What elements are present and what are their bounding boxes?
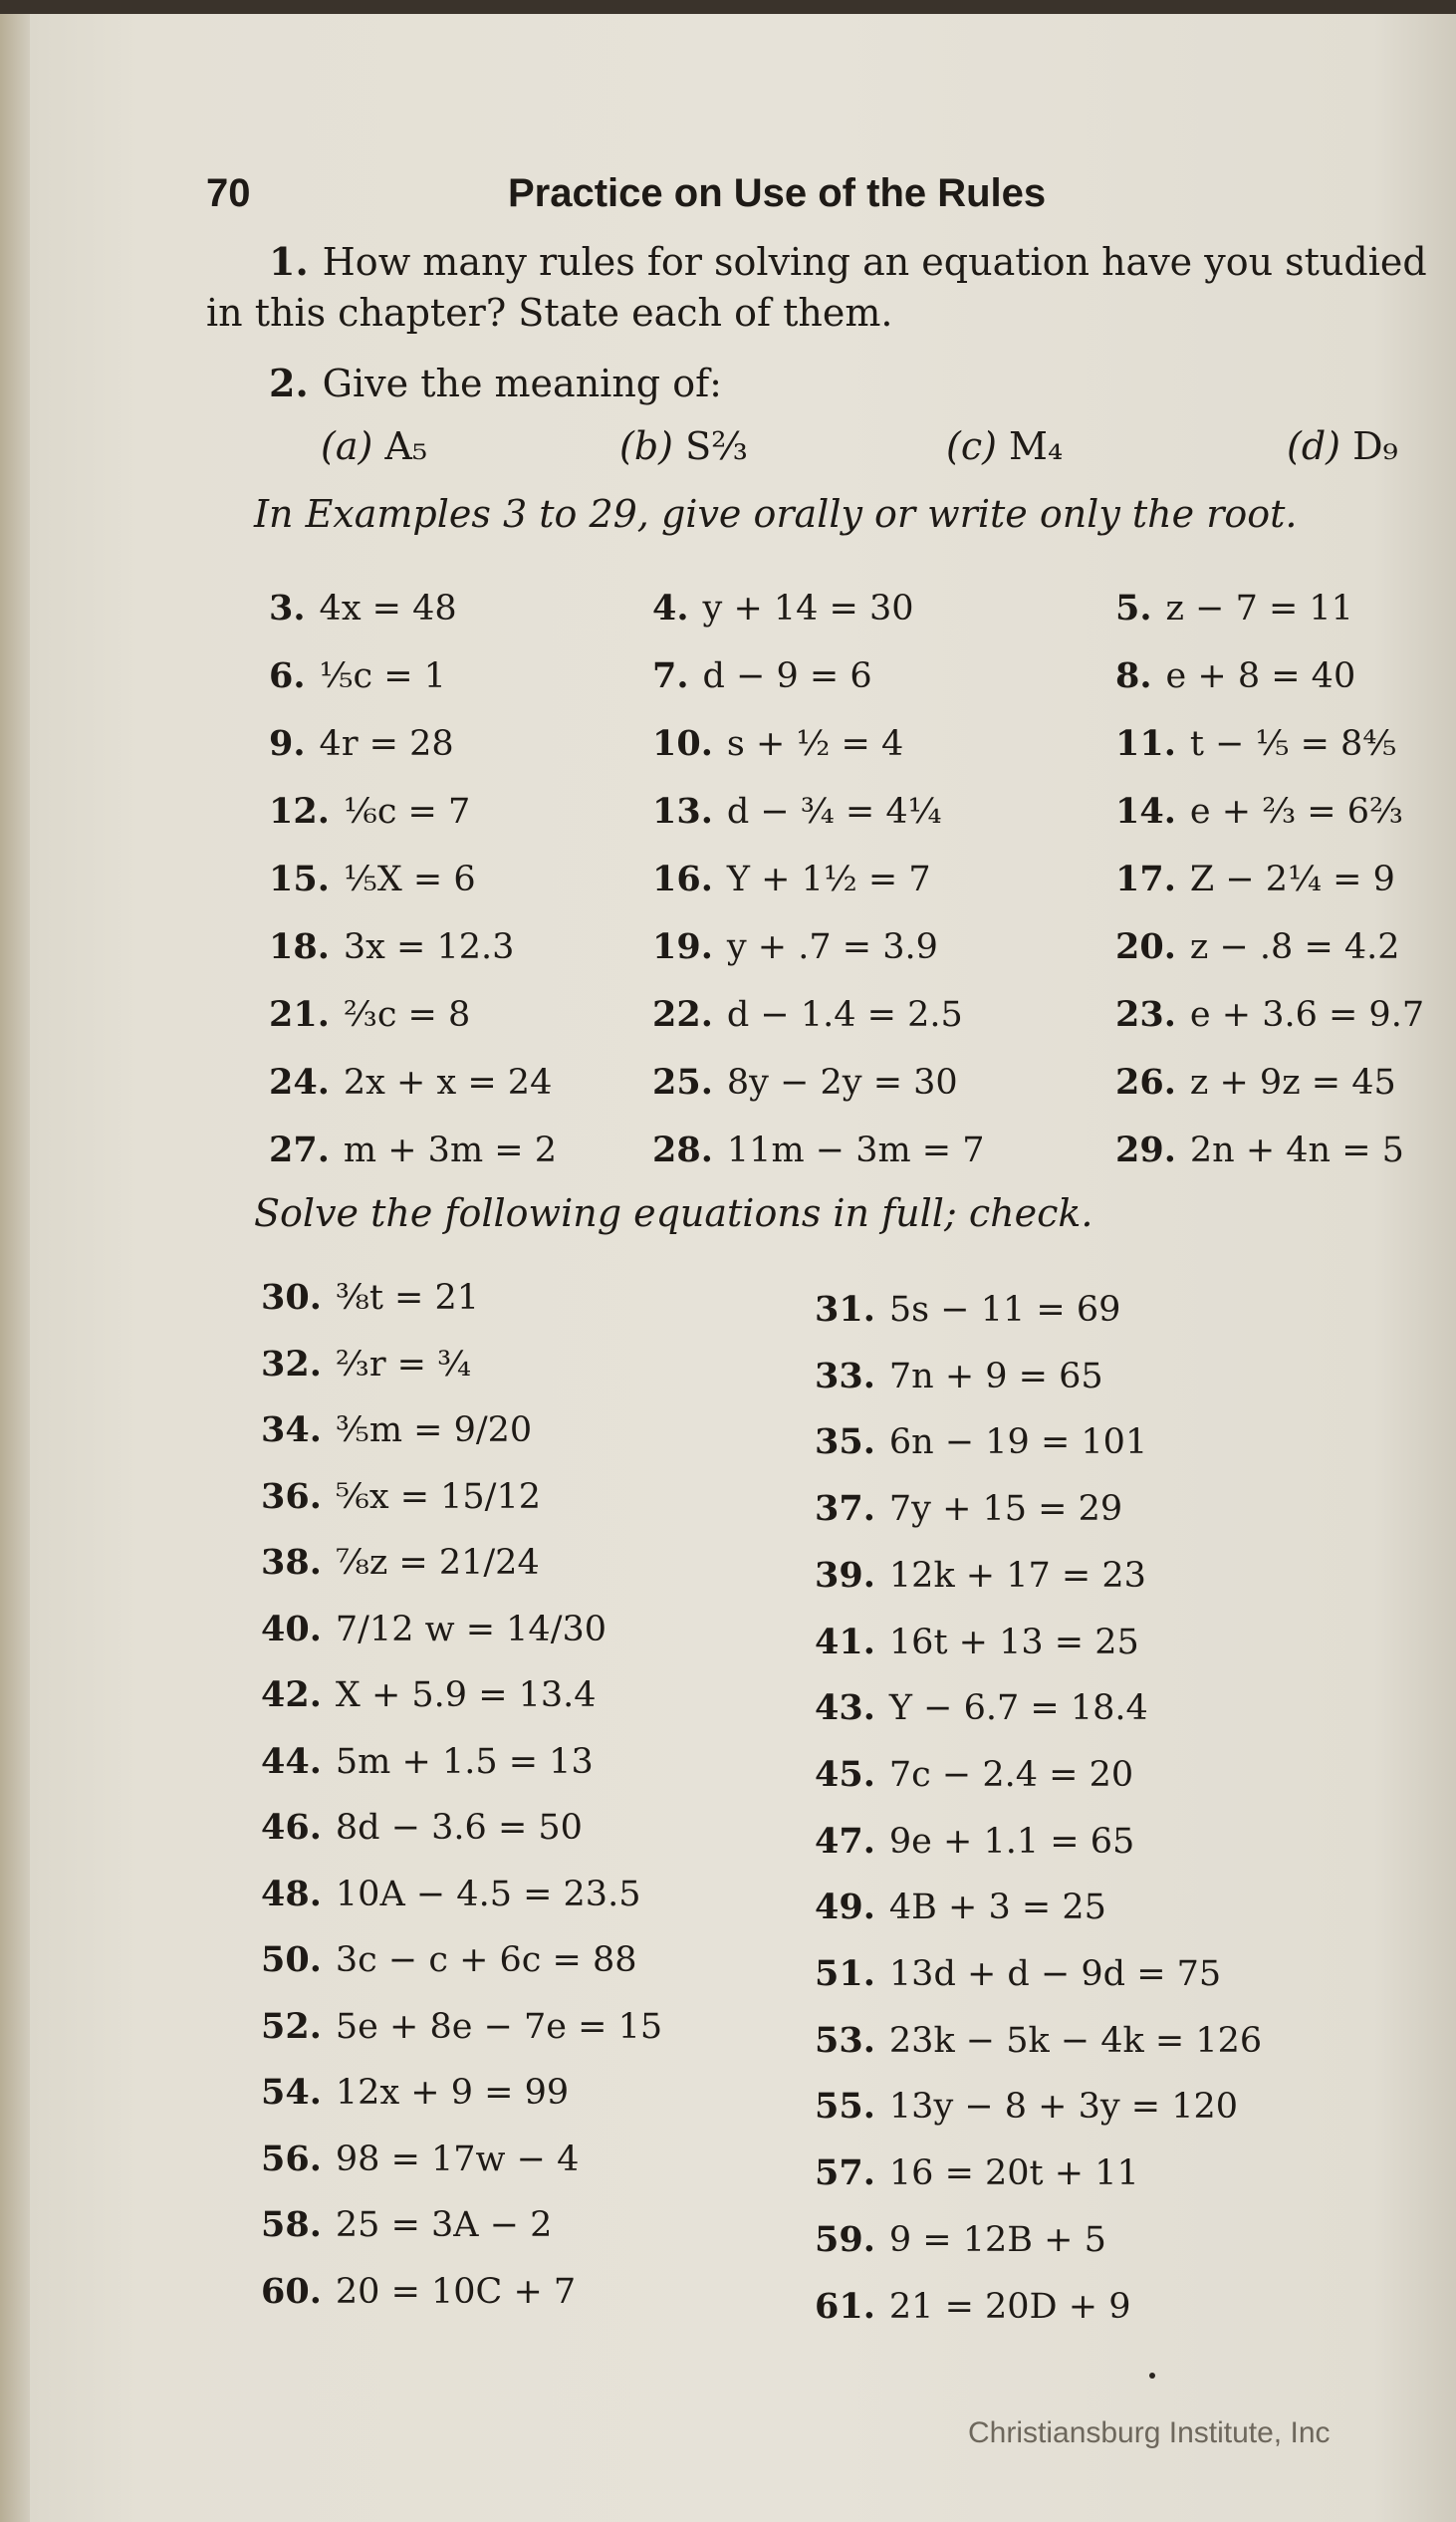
example-item [1115,588,1353,629]
meaning-part-b [619,424,748,468]
example-equation: 4B + 3 = 25 [888,1888,1106,1928]
example-number: 9. [269,723,306,764]
page-number: 70 [206,171,251,215]
example-number: 52. [261,2005,322,2047]
example-number: 53. [815,2019,875,2061]
example-equation: e + 8 = 40 [1165,656,1356,696]
part-value: M₄ [1009,424,1064,468]
example-equation: Z − 2¼ = 9 [1189,860,1395,899]
example-item [269,1130,557,1170]
example-number: 15. [269,859,330,899]
example-item [815,1622,1139,1662]
example-item [815,1289,1120,1330]
question-number: 1. [269,239,309,284]
example-item [815,1421,1147,1462]
example-number: 57. [815,2152,875,2194]
part-label: (b) [619,424,673,468]
example-number: 16. [652,859,713,899]
example-item [1115,926,1400,967]
watermark: Christiansburg Institute, Inc [968,2416,1331,2449]
example-equation: ⅕c = 1 [319,656,446,696]
example-item [815,2219,1106,2260]
example-number: 44. [261,1740,322,1782]
example-item [261,1807,583,1848]
example-equation: 4r = 28 [319,724,454,764]
example-equation: ⅔r = ¾ [335,1344,472,1385]
example-item [261,1409,532,1450]
example-item [815,2152,1139,2193]
page-spine-shadow [0,14,30,2522]
example-number: 56. [261,2138,322,2179]
example-item [261,1939,637,1980]
example-equation: Y − 6.7 = 18.4 [888,1688,1148,1729]
example-equation: 13y − 8 + 3y = 120 [888,2087,1239,2128]
example-equation: d − 1.4 = 2.5 [726,995,963,1035]
example-number: 37. [815,1488,875,1530]
example-number: 13. [652,791,713,832]
question-text: How many rules for solving an equation have you studied [322,240,1427,284]
example-item [261,1609,607,1649]
example-number: 18. [269,926,330,967]
example-equation: 7n + 9 = 65 [888,1356,1103,1396]
example-item [1115,1130,1404,1170]
example-equation: ⅔c = 8 [343,995,471,1035]
example-equation: 7/12 w = 14/30 [335,1609,607,1649]
example-item [261,1741,594,1782]
example-number: 32. [261,1343,322,1385]
question-number: 2. [269,361,309,405]
part-label: (d) [1287,424,1340,468]
example-number: 8. [1115,655,1152,696]
example-item [1115,1062,1396,1103]
example-item [815,1555,1146,1596]
example-equation: ⅜t = 21 [335,1278,480,1318]
example-number: 6. [269,655,306,696]
example-equation: 11m − 3m = 7 [726,1131,985,1170]
part-value: A₅ [384,424,428,468]
example-item [269,655,446,696]
example-item [269,791,470,832]
example-equation: 7y + 15 = 29 [888,1489,1123,1530]
book-page [0,14,1456,2522]
example-number: 4. [652,588,689,629]
example-number: 34. [261,1409,322,1450]
example-equation: 12x + 9 = 99 [335,2073,570,2113]
example-equation: t − ⅕ = 8⅘ [1189,724,1397,764]
example-item [652,994,963,1035]
example-equation: z − 7 = 11 [1165,589,1353,629]
example-item [269,859,476,899]
example-equation: ⅞z = 21/24 [335,1543,540,1583]
example-item [261,1674,597,1715]
example-equation: 6n − 19 = 101 [888,1422,1148,1463]
example-number: 46. [261,1807,322,1848]
example-number: 20. [1115,926,1176,967]
example-item [815,1754,1133,1795]
example-equation: 21 = 20D + 9 [888,2286,1131,2327]
example-equation: e + 3.6 = 9.7 [1189,995,1425,1035]
example-number: 58. [261,2204,322,2245]
example-item [652,926,938,967]
example-number: 17. [1115,859,1176,899]
example-item [652,723,903,764]
example-item [261,1476,541,1517]
example-item [261,2271,576,2312]
example-number: 42. [261,1674,322,1715]
example-item [815,1821,1134,1862]
example-equation: ⅙c = 7 [343,792,471,832]
example-number: 51. [815,1953,875,1994]
example-item [815,1356,1103,1396]
example-number: 47. [815,1820,875,1862]
example-equation: d − ¾ = 4¼ [726,792,942,832]
example-number: 27. [269,1130,330,1170]
example-number: 26. [1115,1062,1176,1103]
example-number: 39. [815,1554,875,1596]
instruction-oral: In Examples 3 to 29, give orally or write only the root. [254,492,1298,536]
example-equation: y + .7 = 3.9 [726,927,938,967]
example-item [652,655,872,696]
example-item [261,2072,569,2113]
example-number: 55. [815,2086,875,2128]
example-number: 12. [269,791,330,832]
example-item [815,2020,1262,2061]
example-number: 28. [652,1130,713,1170]
example-item [261,1542,540,1583]
example-number: 61. [815,2285,875,2327]
question-text: Give the meaning of: [322,362,722,405]
example-equation: ⅚x = 15/12 [335,1476,542,1517]
ink-speck [1149,2373,1155,2379]
example-equation: 20 = 10C + 7 [335,2271,577,2312]
example-number: 24. [269,1062,330,1103]
example-item [815,1488,1122,1529]
example-number: 60. [261,2270,322,2312]
example-number: 29. [1115,1130,1176,1170]
example-equation: 13d + d − 9d = 75 [888,1954,1222,1994]
example-item [1115,723,1396,764]
part-label: (c) [946,424,997,468]
example-equation: d − 9 = 6 [702,656,872,696]
example-number: 10. [652,723,713,764]
example-number: 43. [815,1687,875,1729]
example-number: 45. [815,1753,875,1795]
example-item [261,1874,640,1914]
meaning-part-a [321,424,427,468]
example-equation: 5m + 1.5 = 13 [335,1741,594,1782]
example-number: 54. [261,2072,322,2113]
example-item [261,1344,471,1385]
example-item [815,1687,1148,1728]
example-equation: 7c − 2.4 = 20 [888,1754,1134,1795]
part-value: S⅔ [685,424,748,468]
example-number: 22. [652,994,713,1035]
example-item [269,723,454,764]
example-equation: 2n + 4n = 5 [1189,1131,1404,1170]
example-number: 49. [815,1887,875,1928]
example-equation: ⅕X = 6 [343,860,476,899]
example-equation: Y + 1½ = 7 [726,860,931,899]
example-item [815,2286,1130,2327]
example-equation: 9 = 12B + 5 [888,2219,1106,2260]
example-equation: 10A − 4.5 = 23.5 [335,1874,641,1914]
example-number: 25. [652,1062,713,1103]
example-number: 41. [815,1621,875,1662]
example-equation: 4x = 48 [319,589,457,629]
example-equation: 5e + 8e − 7e = 15 [335,2006,663,2047]
example-equation: z − .8 = 4.2 [1189,927,1400,967]
example-item [1115,655,1355,696]
example-number: 38. [261,1542,322,1583]
example-equation: 3c − c + 6c = 88 [335,1940,637,1980]
example-item [269,926,514,967]
example-equation: z + 9z = 45 [1189,1063,1396,1103]
example-equation: 16t + 13 = 25 [888,1622,1139,1662]
example-number: 5. [1115,588,1152,629]
example-item [269,588,457,629]
question-2 [269,361,722,405]
meaning-part-c [946,424,1063,468]
part-value: D₉ [1352,424,1398,468]
example-equation: 25 = 3A − 2 [335,2205,553,2245]
example-equation: 12k + 17 = 23 [888,1555,1146,1596]
example-item [261,2204,552,2245]
example-item [1115,859,1395,899]
example-item [815,1887,1106,1927]
example-equation: 8d − 3.6 = 50 [335,1808,583,1848]
example-number: 21. [269,994,330,1035]
instruction-full: Solve the following equations in full; check. [254,1191,1093,1235]
page-title: Practice on Use of the Rules [508,171,1047,215]
example-equation: X + 5.9 = 13.4 [335,1675,597,1715]
example-equation: 8y − 2y = 30 [726,1063,958,1103]
example-number: 48. [261,1873,322,1914]
example-number: 3. [269,588,306,629]
example-item [269,1062,552,1103]
meaning-part-d [1287,424,1398,468]
example-item [652,859,931,899]
example-equation: 16 = 20t + 11 [888,2153,1139,2194]
example-equation: s + ½ = 4 [726,724,904,764]
example-item [652,1130,985,1170]
example-equation: 23k − 5k − 4k = 126 [888,2020,1263,2061]
example-number: 11. [1115,723,1176,764]
example-number: 19. [652,926,713,967]
example-equation: e + ⅔ = 6⅔ [1189,792,1403,832]
example-equation: ⅗m = 9/20 [335,1410,533,1450]
example-number: 7. [652,655,689,696]
example-number: 30. [261,1277,322,1318]
example-equation: y + 14 = 30 [702,589,914,629]
example-item [261,2006,662,2047]
example-item [815,2086,1238,2127]
part-label: (a) [321,424,373,468]
example-number: 31. [815,1289,875,1330]
example-item [269,994,470,1035]
example-number: 23. [1115,994,1176,1035]
example-item [1115,791,1403,832]
example-number: 50. [261,1939,322,1980]
question-1-line-1 [269,239,1427,284]
example-item [261,2139,579,2179]
question-1-line-2: in this chapter? State each of them. [206,291,893,335]
example-item [1115,994,1424,1035]
example-equation: 2x + x = 24 [343,1063,553,1103]
example-item [261,1277,479,1318]
example-equation: 98 = 17w − 4 [335,2139,580,2179]
example-number: 36. [261,1475,322,1517]
example-number: 35. [815,1421,875,1463]
example-item [652,791,942,832]
example-number: 14. [1115,791,1176,832]
example-equation: m + 3m = 2 [343,1131,557,1170]
example-number: 40. [261,1608,322,1649]
example-equation: 5s − 11 = 69 [888,1290,1121,1330]
example-number: 33. [815,1355,875,1396]
example-equation: 9e + 1.1 = 65 [888,1821,1135,1862]
example-number: 59. [815,2218,875,2260]
example-item [815,1953,1221,1994]
example-item [652,588,914,629]
example-equation: 3x = 12.3 [343,927,515,967]
example-item [652,1062,958,1103]
